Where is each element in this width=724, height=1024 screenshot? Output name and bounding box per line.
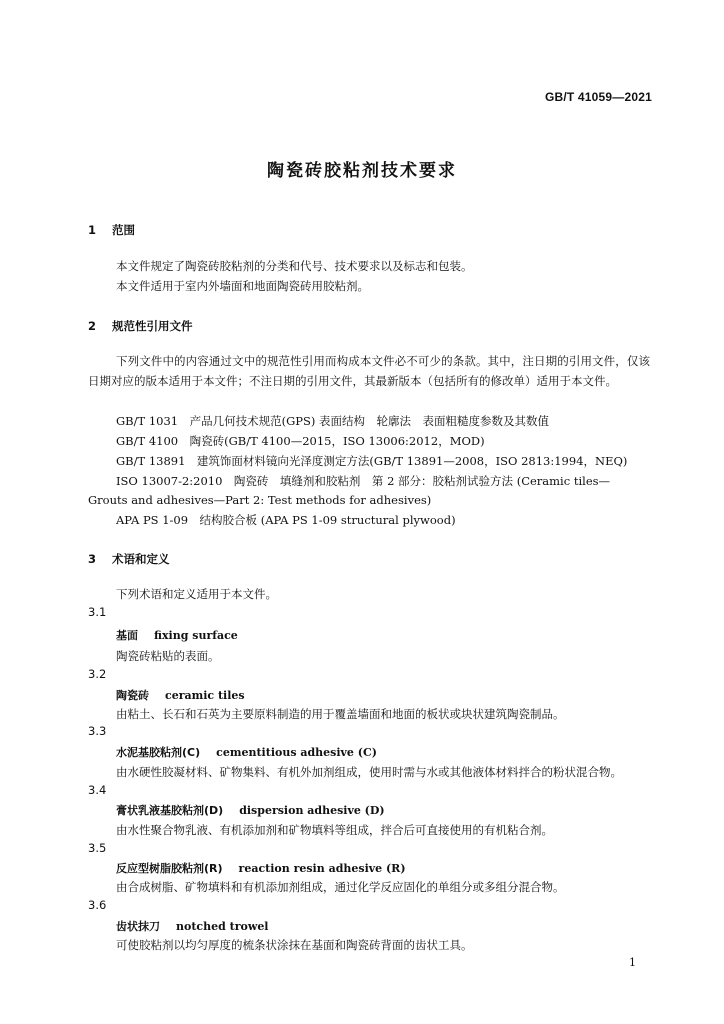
paragraph: 下列术语和定义适用于本文件。 [116,587,277,601]
term-zh: 基面 [116,629,138,642]
term-en: notched trowel [176,920,269,933]
term-definition: 可使胶粘剂以均匀厚度的梳条状涂抹在基面和陶瓷砖背面的齿状工具。 [116,938,473,952]
term-zh: 膏状乳液基胶粘剂(D) [116,804,224,817]
term-definition: 陶瓷砖粘贴的表面。 [116,649,220,663]
reference-item: APA PS 1-09 结构胶合板 (APA PS 1-09 structural plywood) [116,513,456,527]
term-zh: 反应型树脂胶粘剂(R) [116,862,223,875]
term-en: reaction resin adhesive (R) [238,862,406,875]
section-1-heading [88,222,135,238]
term-heading [116,918,269,934]
term-heading [116,802,385,818]
term-number: 3.2 [88,667,107,681]
document-title: 陶瓷砖胶粘剂技术要求 [267,161,457,181]
term-definition: 由合成树脂、矿物填料和有机添加剂组成，通过化学反应固化的单组分或多组分混合物。 [116,880,565,894]
term-en: ceramic tiles [165,689,245,702]
term-number: 3.6 [88,898,107,912]
section-number: 1 [88,223,97,237]
term-en: dispersion adhesive (D) [239,804,385,817]
paragraph: 本文件规定了陶瓷砖胶粘剂的分类和代号、技术要求以及标志和包装。 [116,259,473,273]
term-heading [116,860,406,876]
reference-item: ISO 13007-2:2010 陶瓷砖 填缝剂和胶粘剂 第 2 部分：胶粘剂试验方法 (Ceramic tiles— [116,474,611,488]
section-2-heading [88,318,193,334]
term-en: cementitious adhesive (C) [216,746,377,759]
section-number: 2 [88,319,97,333]
reference-item: GB/T 13891 建筑饰面材料镜向光泽度测定方法(GB/T 13891—2008，ISO 2813:1994，NEQ) [116,454,628,468]
reference-item: GB/T 4100 陶瓷砖(GB/T 4100—2015，ISO 13006:2012，MOD) [116,434,485,448]
section-title: 规范性引用文件 [112,319,193,333]
term-zh: 陶瓷砖 [116,689,149,702]
term-definition: 由水性聚合物乳液、有机添加剂和矿物填料等组成，拌合后可直接使用的有机粘合剂。 [116,823,553,837]
reference-item-continued: Grouts and adhesives—Part 2: Test methods for adhesives) [88,493,432,507]
section-title: 术语和定义 [112,552,170,566]
paragraph: 下列文件中的内容通过文中的规范性引用而构成本文件必不可少的条款。其中，注日期的引用文件，仅该日期对应的版本适用于本文件；不注日期的引用文件，其最新版本（包括所有的修改单）适用于本文件。 [88,354,650,388]
term-definition: 由水硬性胶凝材料、矿物集料、有机外加剂组成，使用时需与水或其他液体材料拌合的粉状混合物。 [116,765,622,779]
term-definition: 由粘土、长石和石英为主要原料制造的用于覆盖墙面和地面的板状或块状建筑陶瓷制品。 [116,707,565,721]
paragraph: 本文件适用于室内外墙面和地面陶瓷砖用胶粘剂。 [116,279,369,293]
reference-item: GB/T 1031 产品几何技术规范(GPS) 表面结构 轮廓法 表面粗糙度参数及其数值 [116,414,550,428]
term-zh: 齿状抹刀 [116,920,160,933]
section-3-heading [88,551,170,567]
term-number: 3.4 [88,783,107,797]
section-title: 范围 [112,223,135,237]
standard-code: GB/T 41059—2021 [544,90,652,104]
term-number: 3.1 [88,605,107,619]
term-heading [116,744,377,760]
term-zh: 水泥基胶粘剂(C) [116,746,201,759]
term-number: 3.5 [88,841,107,855]
term-heading [116,687,245,703]
section-number: 3 [88,552,97,566]
term-heading [116,627,238,643]
term-number: 3.3 [88,724,107,738]
page-number: 1 [629,956,636,969]
term-en: fixing surface [154,629,238,642]
